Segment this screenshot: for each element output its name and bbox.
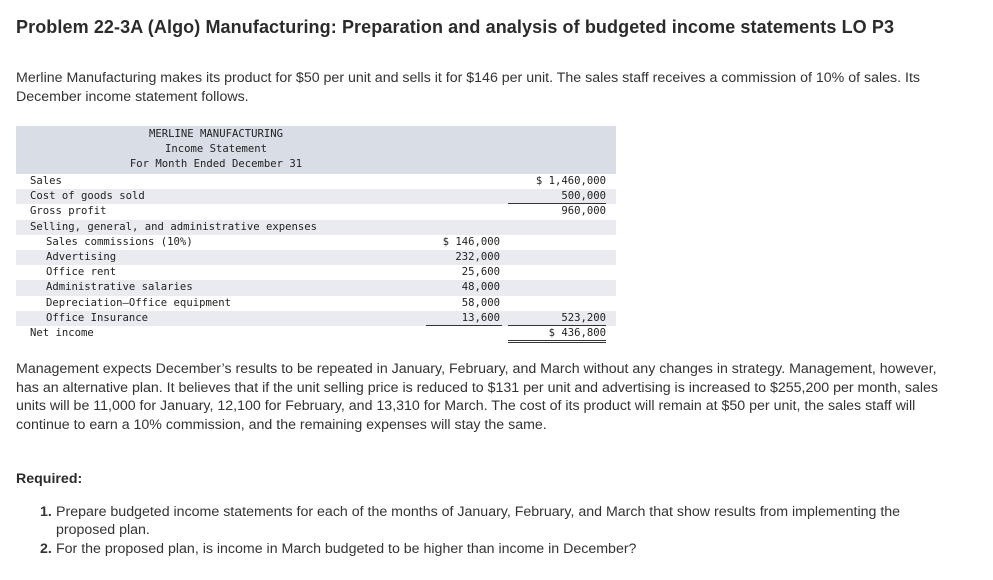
row-label: Office Insurance <box>46 311 149 324</box>
row-expense <box>16 296 616 311</box>
row-sga-heading <box>16 220 616 235</box>
item-number: 1. <box>40 504 52 520</box>
row-amount: $ 436,800 <box>548 326 606 339</box>
row-label: Selling, general, and administrative expenses <box>30 220 318 233</box>
row-label: Gross profit <box>30 205 107 218</box>
total-expenses-amount: 523,200 <box>561 311 606 324</box>
row-amount: 232,000 <box>455 250 500 263</box>
row-amount: 13,600 <box>461 311 500 324</box>
double-underline <box>508 340 606 343</box>
row-label: Administrative salaries <box>46 281 193 294</box>
list-item <box>40 503 920 540</box>
item-text: Prepare budgeted income statements for each of the months of January, February, and March that show results from implementing the proposed plan. <box>56 504 901 539</box>
row-label: Sales <box>30 175 62 187</box>
row-expense <box>16 265 616 280</box>
row-expense <box>16 250 616 265</box>
statement-period: For Month Ended December 31 <box>129 158 303 170</box>
row-label: Net income <box>30 326 94 339</box>
row-amount: 25,600 <box>461 266 500 279</box>
intro-text: Merline Manufacturing makes its product for $50 per unit and sells it for $146 per unit. The sales staff receives a commission of 10% of sales. Its December income statement follows. <box>16 70 920 105</box>
row-expense <box>16 311 616 326</box>
page-title: Problem 22-3A (Algo) Manufacturing: Preparation and analysis of budgeted income statements LO P3 <box>16 17 895 37</box>
statement-header <box>16 126 616 174</box>
row-label: Cost of goods sold <box>30 190 145 203</box>
row-label: Advertising <box>46 250 117 263</box>
row-sales <box>16 174 616 189</box>
row-expense <box>16 235 616 250</box>
list-item <box>40 540 920 558</box>
row-amount: 58,000 <box>461 296 500 309</box>
row-amount: 48,000 <box>461 281 500 294</box>
company-name: MERLINE MANUFACTURING <box>149 128 283 140</box>
row-label: Office rent <box>46 266 117 279</box>
row-label: Sales commissions (10%) <box>46 235 193 248</box>
plan-paragraph: Management expects December’s results to be repeated in January, February, and March without any changes in strategy. Management, however, has an alternative plan. It believes that if the unit selling price is reduced to $131 per unit and advertising is increased to $255,200 per month, sales units will be 11,000 for January, 12,100 for February, and 13,310 for March. The cost of its product will remain at $50 per unit, the sales staff will continue to earn a 10% commission, and the remaining expenses will stay the same. <box>16 361 938 433</box>
required-heading: Required: <box>16 471 83 487</box>
item-number: 2. <box>40 540 52 557</box>
income-statement <box>16 126 616 341</box>
row-gross-profit <box>16 204 616 219</box>
row-net-income <box>16 326 616 341</box>
row-expense <box>16 280 616 295</box>
row-amount: $ 146,000 <box>442 235 500 248</box>
item-text: For the proposed plan, is income in March budgeted to be higher than income in December? <box>56 540 637 557</box>
statement-name: Income Statement <box>164 143 268 155</box>
row-amount: 500,000 <box>561 190 606 203</box>
row-amount: $ 1,460,000 <box>535 175 606 187</box>
row-cogs <box>16 189 616 204</box>
row-label: Depreciation—Office equipment <box>46 296 231 309</box>
requirements-list <box>40 503 920 558</box>
row-amount: 960,000 <box>561 205 606 218</box>
